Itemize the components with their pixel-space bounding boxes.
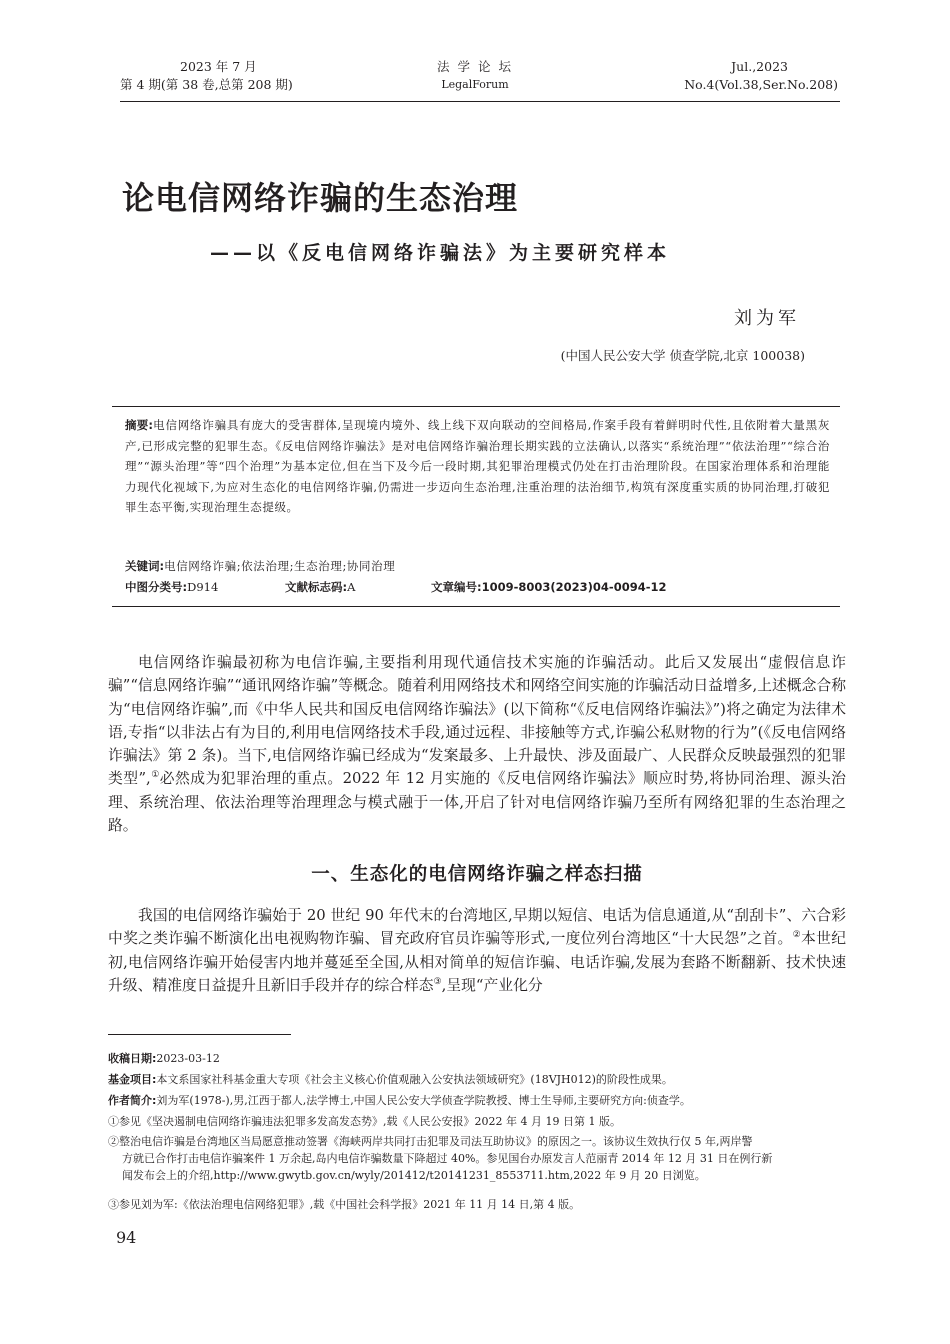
footnote-2-line-1: ②整治电信诈骗是台湾地区当局愿意推动签署《海峡两岸共同打击犯罪及司法互助协议》的原因之一。该协议生效执行仅 5 年,两岸警 — [108, 1135, 753, 1148]
article-subtitle: ——以《反电信网络诈骗法》为主要研究样本 — [210, 242, 671, 264]
footnote-1: ①参见《坚决遏制电信网络诈骗违法犯罪多发高发态势》,载《人民公安报》2022 年 4 月 19 日第 1 版。 — [108, 1115, 621, 1128]
section-heading-1: 一、生态化的电信网络诈骗之样态扫描 — [311, 864, 643, 885]
p1-text-b: 必然成为犯罪治理的重点。2022 年 12 月实施的《反电信网络诈骗法》顺应时势,将协同治理、源头治理、系统治理、依法治理等治理理念与模式融于一体,开启了针对电信网络诈骗乃至所有网络犯罪的生态治理之路。 — [108, 770, 846, 835]
footnote-ref-3: ③ — [433, 976, 442, 987]
p2-text-b: 本世纪初,电信网络诈骗开始侵害内地并蔓延至全国,从相对简单的短信诈骗、电话诈骗,发展为套路不断翻新、技术快速升级、精准度日益提升且新旧手段并存的综合样态 — [108, 930, 846, 994]
page-number: 94 — [116, 1228, 137, 1247]
abstract-top-rule — [112, 406, 840, 407]
keywords-label: 关键词: — [125, 559, 165, 573]
fund-label: 基金项目: — [108, 1073, 157, 1086]
abstract-label: 摘要: — [125, 418, 153, 432]
header-right — [600, 58, 838, 94]
header-center — [380, 58, 570, 94]
received-label: 收稿日期: — [108, 1052, 157, 1065]
header-divider — [120, 101, 840, 102]
header-issue: 第 4 期(第 38 卷,总第 208 期) — [120, 77, 293, 92]
footnote-3: ③参见刘为军:《依法治理电信网络犯罪》,载《中国社会科学报》2021 年 11 月 14 日,第 4 版。 — [108, 1198, 581, 1211]
received-value: 2023-03-12 — [156, 1052, 220, 1065]
footnote-rule — [108, 1034, 291, 1035]
article-title: 论电信网络诈骗的生态治理 — [122, 179, 519, 217]
body-paragraph-1 — [108, 651, 846, 837]
footnote-ref-1: ① — [150, 770, 160, 781]
keywords-text: 电信网络诈骗;依法治理;生态治理;协同治理 — [164, 559, 396, 573]
author-info-value: 刘为军(1978-),男,江西于都人,法学博士,中国人民公安大学侦查学院教授、博士生导师,主要研究方向:侦查学。 — [156, 1094, 691, 1107]
abstract — [125, 415, 830, 518]
fund-info — [108, 1071, 848, 1088]
footnote-2 — [108, 1133, 848, 1184]
doc-code-value: A — [347, 580, 356, 594]
article-no-label: 文章编号: — [431, 580, 482, 594]
journal-name-en: LegalForum — [441, 78, 509, 91]
header-date-en: Jul.,2023 — [731, 59, 788, 74]
abstract-bottom-rule — [112, 606, 840, 607]
p1-text-a: 电信网络诈骗最初称为电信诈骗,主要指利用现代通信技术实施的诈骗活动。此后又发展出“虚假信息诈骗”“信息网络诈骗”“通讯网络诈骗”等概念。随着利用网络技术和网络空间实施的诈骗活动日益增多,上述概念合称为“电信网络诈骗”,而《中华人民共和国反电信网络诈骗法》(以下简称“《反电信网络诈骗法》”)将之确定为法律术语,专指“以非法占有为目的,利用电信网络技术手段,通过远程、非接触等方式,诈骗公私财物的行为”(《反电信网络诈骗法》第 2 条)。当下,电信网络诈骗已经成为“发案最多、上升最快、涉及面最广、人民群众反映最强烈的犯罪类型”, — [108, 654, 846, 788]
author-affiliation: (中国人民公安大学 侦查学院,北京 100038) — [560, 348, 805, 363]
footnote-2-line-3: 闻发布会上的介绍,http://www.gwytb.gov.cn/wyly/201412/t20141231_8553711.htm,2022 年 9 月 20 日浏览。 — [122, 1169, 706, 1182]
body-paragraph-2 — [108, 904, 846, 997]
received-date — [108, 1050, 848, 1067]
header-date: 2023 年 7 月 — [180, 59, 257, 74]
author-info-label: 作者简介: — [108, 1094, 157, 1107]
footnote-ref-2: ② — [792, 930, 802, 941]
p2-text-c: ,呈现“产业化分 — [441, 976, 543, 994]
header-issue-en: No.4(Vol.38,Ser.No.208) — [684, 77, 838, 92]
footnote-2-line-2: 方就已合作打击电信诈骗案件 1 万余起,岛内电信诈骗数量下降超过 40%。参见国台办原发言人范丽青 2014 年 12 月 31 日在例行新 — [122, 1152, 773, 1165]
p2-text-a: 我国的电信网络诈骗始于 20 世纪 90 年代末的台湾地区,早期以短信、电话为信息通道,从“刮刮卡”、六合彩中奖之类诈骗不断演化出电视购物诈骗、冒充政府官员诈骗等形式,一度位列台湾地区“十大民怨”之首。 — [108, 907, 846, 948]
article-no-value: 1009-8003(2023)04-0094-12 — [481, 580, 667, 594]
clc-value: D914 — [187, 580, 219, 594]
author-name: 刘为军 — [734, 308, 800, 329]
journal-name: 法 学 论 坛 — [437, 59, 513, 74]
abstract-text: 电信网络诈骗具有庞大的受害群体,呈现境内境外、线上线下双向联动的空间格局,作案手段有着鲜明时代性,且依附着大量黑灰产,已形成完整的犯罪生态。《反电信网络诈骗法》是对电信网络诈骗治理长期实践的立法确认,以落实“系统治理”“依法治理”“综合治理”“源头治理”等“四个治理”为基本定位,但在当下及今后一段时期,其犯罪治理模式仍处在打击治理阶段。在国家治理体系和治理能力现代化视域下,为应对生态化的电信网络诈骗,仍需进一步迈向生态治理,注重治理的法治细节,构筑有深度重实质的协同治理,打破犯罪生态平衡,实现治理生态提级。 — [125, 418, 830, 514]
header-left — [120, 58, 350, 94]
clc-label: 中图分类号: — [125, 580, 188, 594]
classification-line — [125, 578, 830, 596]
doc-code-label: 文献标志码: — [285, 580, 348, 594]
author-info — [108, 1092, 848, 1109]
fund-value: 本文系国家社科基金重大专项《社会主义核心价值观融入公安执法领域研究》(18VJH012)的阶段性成果。 — [156, 1073, 673, 1086]
keywords — [125, 557, 830, 575]
